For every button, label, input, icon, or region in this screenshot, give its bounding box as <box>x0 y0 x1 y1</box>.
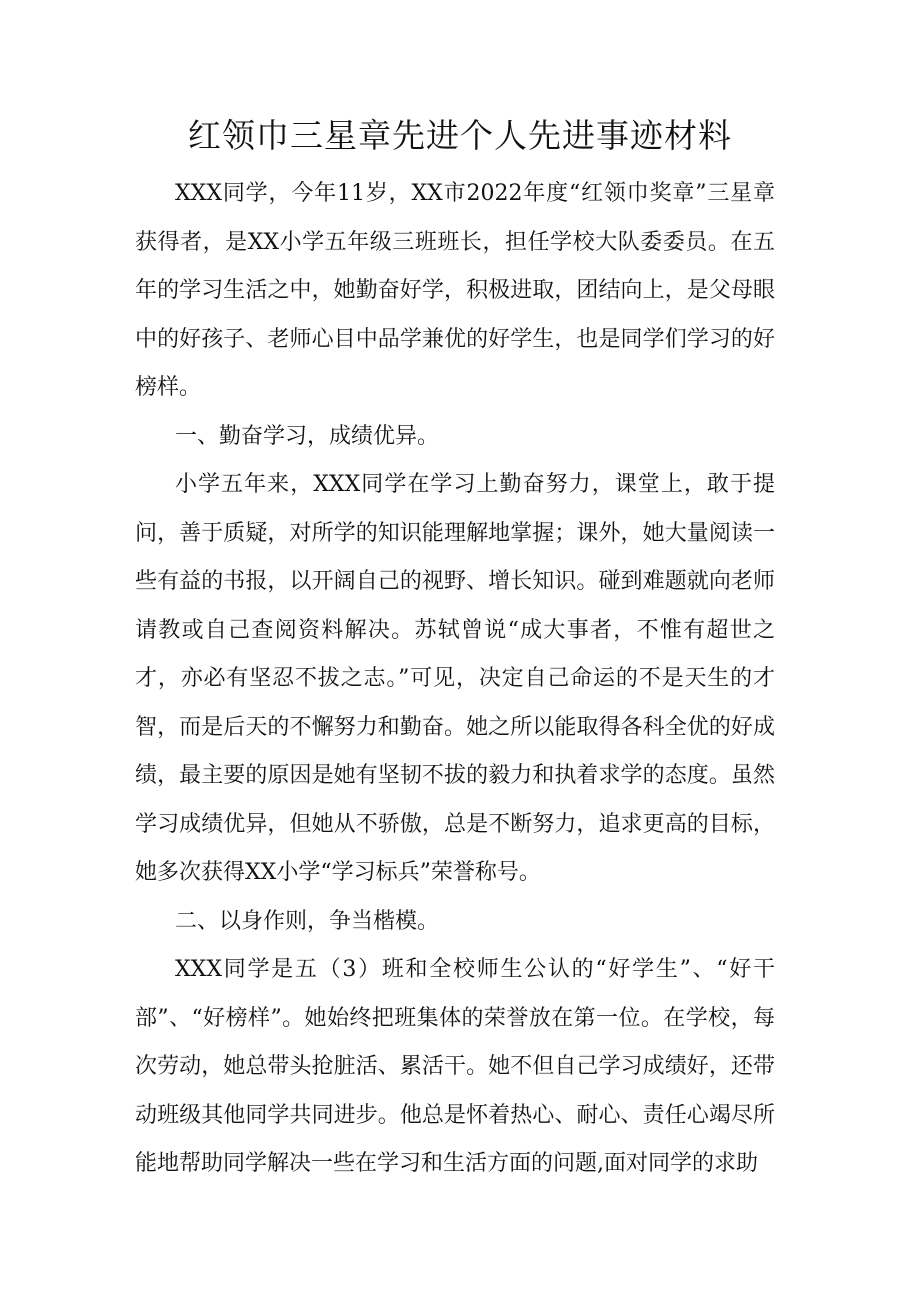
section-heading-example: 二、以身作则，争当楷模。 <box>175 908 440 934</box>
study-paragraph: 小学五年来，XXX同学在学习上勤奋努力，课堂上，敢于提问，善于质疑，对所学的知识能理解地掌握；课外，她大量阅读一些有益的书报，以开阔自己的视野、增长知识。碰到难题就向老师请教或自己查阅资料解决。苏轼曾说“成大事者，不惟有超世之才，亦必有坚忍不拔之志。”可见，决定自己命运的不是天生的才智，而是后天的不懈努力和勤奋。她之所以能取得各科全优的好成绩，最主要的原因是她有坚韧不拔的毅力和执着求学的态度。虽然学习成绩优异，但她从不骄傲，总是不断努力，追求更高的目标，她多次获得XX小学“学习标兵”荣誉称号。 <box>135 472 775 885</box>
intro-paragraph: XXX同学，今年11岁，XX市2022年度“红领巾奖章”三星章获得者，是XX小学五年级三班班长，担任学校大队委委员。在五年的学习生活之中，她勤奋好学，积极进取，团结向上，是父母眼中的好孩子、老师心目中品学兼优的好学生，也是同学们学习的好榜样。 <box>135 181 775 400</box>
example-paragraph: XXX同学是五（3）班和全校师生公认的“好学生”、“好干部”、“好榜样”。她始终把班集体的荣誉放在第一位。在学校，每次劳动，她总带头抢脏活、累活干。她不但自己学习成绩好，还带动班级其他同学共同进步。他总是怀着热心、耐心、责任心竭尽所能地帮助同学解决一些在学习和生活方面的问题,面对同学的求助 <box>135 957 775 1176</box>
document-title: 红领巾三星章先进个人先进事迹材料 <box>188 116 732 155</box>
section-heading-study: 一、勤奋学习，成绩优异。 <box>175 423 440 449</box>
document-body <box>135 170 775 1189</box>
